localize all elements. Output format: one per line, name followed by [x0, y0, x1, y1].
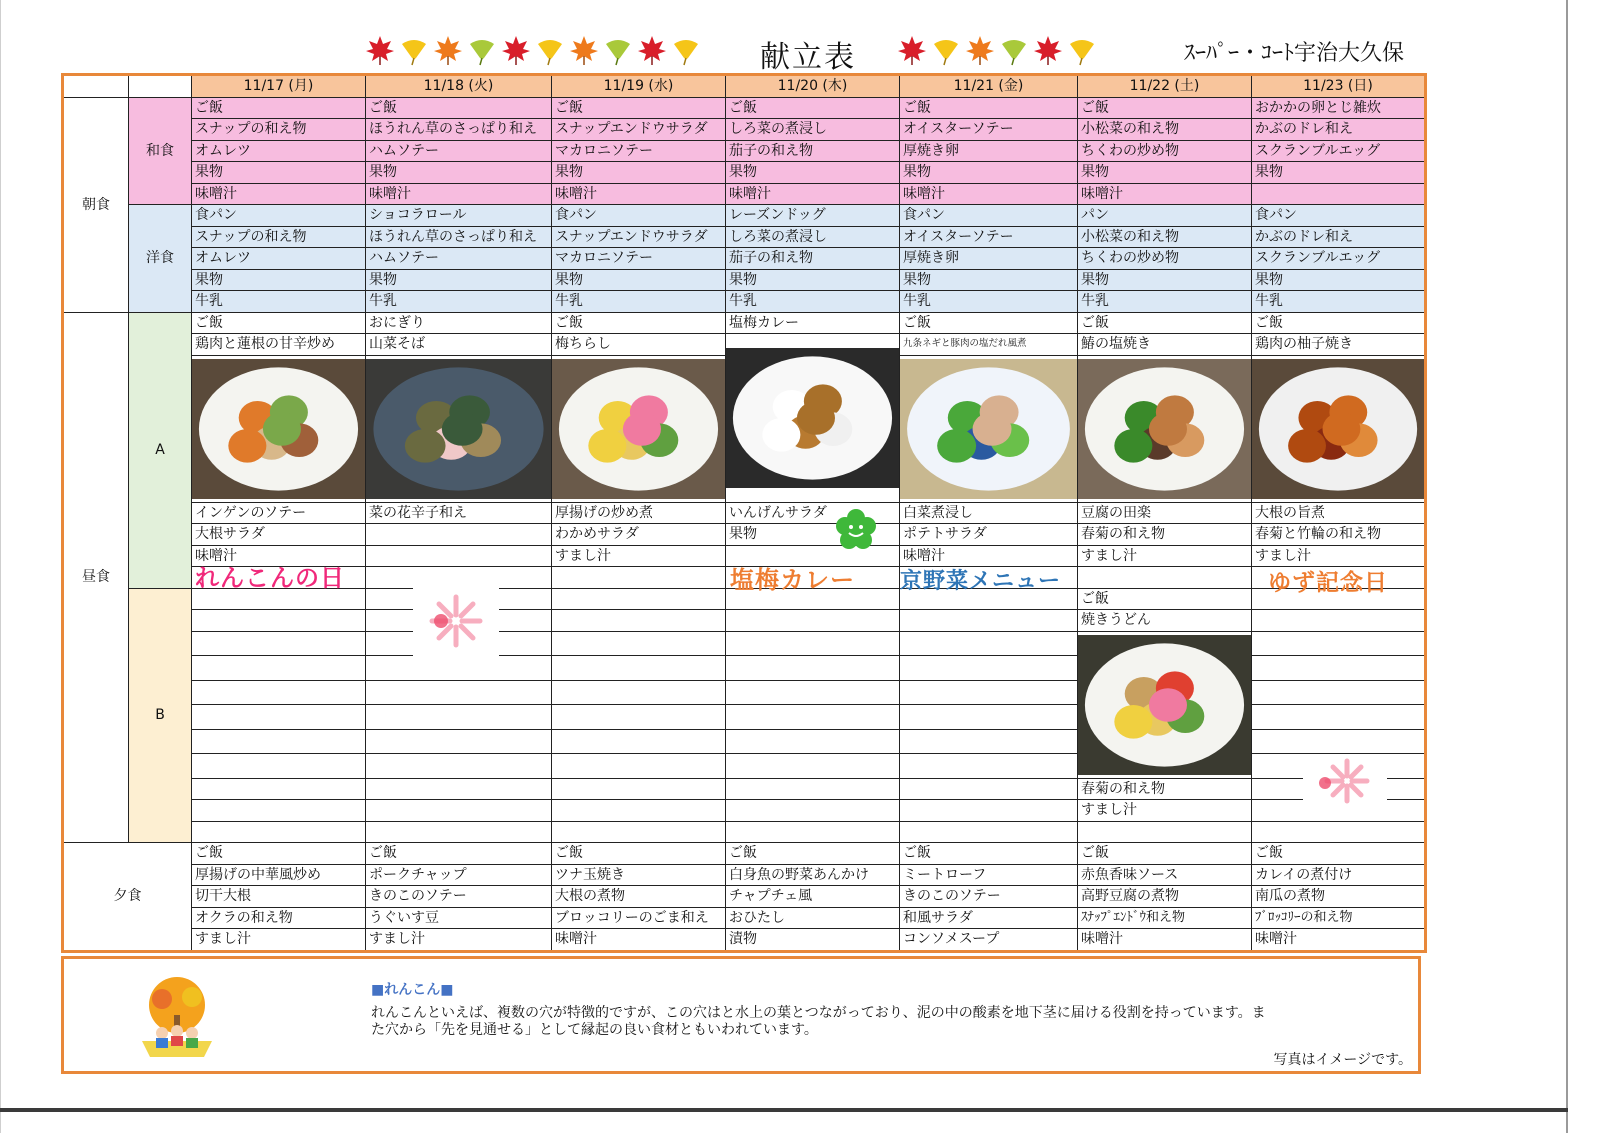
menu-item: ご飯 [900, 97, 1078, 119]
menu-item: ツナ玉焼き [552, 864, 726, 886]
menu-item [552, 610, 726, 632]
food-photo [1252, 359, 1424, 499]
event-label-thursday: 塩梅カレー [730, 566, 855, 594]
menu-item: 菜の花辛子和え [366, 502, 552, 524]
menu-item: 厚焼き卵 [900, 248, 1078, 270]
ginkgo-leaf-icon [466, 34, 498, 66]
menu-item: ポテトサラダ [900, 524, 1078, 546]
menu-item [552, 680, 726, 705]
menu-item: ブロッコリーのごま和え [552, 907, 726, 929]
course-label-wa: 和食 [129, 97, 192, 205]
menu-item: 味噌汁 [1078, 929, 1252, 952]
menu-item: 鶏肉の柚子焼き [1252, 334, 1426, 356]
menu-item: 果物 [726, 269, 900, 291]
menu-item: コンソメスープ [900, 929, 1078, 952]
menu-item: スナップの和え物 [192, 119, 366, 141]
menu-item: 鰆の塩焼き [1078, 334, 1252, 356]
menu-item: カレイの煮付け [1252, 864, 1426, 886]
menu-item [366, 754, 552, 779]
menu-item [900, 754, 1078, 779]
page-edge-left [0, 0, 1, 1133]
menu-item: 小松菜の和え物 [1078, 226, 1252, 248]
menu-item: スクランブルエッグ [1252, 248, 1426, 270]
menu-item: ｽﾅｯﾌﾟｴﾝﾄﾞｳ和え物 [1078, 907, 1252, 929]
menu-item: 果物 [900, 162, 1078, 184]
menu-item [900, 610, 1078, 632]
menu-item [552, 800, 726, 822]
menu-item: 小松菜の和え物 [1078, 119, 1252, 141]
menu-item: 漬物 [726, 929, 900, 952]
ginkgo-leaf-icon [534, 34, 566, 66]
menu-item [900, 680, 1078, 705]
menu-item: 牛乳 [552, 291, 726, 313]
menu-item: すまし汁 [1078, 545, 1252, 567]
menu-item [726, 729, 900, 754]
menu-item: 食パン [192, 205, 366, 227]
menu-item [366, 800, 552, 822]
menu-item: おにぎり [366, 312, 552, 334]
menu-item: 和風サラダ [900, 907, 1078, 929]
menu-item: ご飯 [1078, 588, 1252, 610]
menu-item [726, 631, 900, 656]
course-label-a: A [129, 312, 192, 588]
food-photo [900, 359, 1077, 499]
menu-item: ご飯 [366, 97, 552, 119]
menu-item [726, 656, 900, 681]
menu-item [552, 567, 726, 589]
info-text: れんこんといえば、複数の穴が特徴的ですが、この穴はと水上の葉とつながっており、泥の中の酸素を地下茎に届ける役割を持っています。また穴から「先を見通せる」として縁起の良い食材ともいわれています。 [371, 1005, 1266, 1038]
menu-item: ご飯 [192, 843, 366, 865]
food-photo-cell [552, 355, 726, 502]
menu-item: 果物 [1252, 162, 1426, 184]
course-label-yo: 洋食 [129, 205, 192, 313]
menu-item: わかめサラダ [552, 524, 726, 546]
menu-item [726, 800, 900, 822]
menu-item: 厚揚げの炒め煮 [552, 502, 726, 524]
menu-item: 厚揚げの中華風炒め [192, 864, 366, 886]
food-photo [726, 348, 899, 488]
menu-item [900, 729, 1078, 754]
meal-label-breakfast: 朝食 [63, 97, 129, 312]
menu-item [1252, 821, 1426, 843]
menu-item [366, 705, 552, 730]
menu-item: 切干大根 [192, 886, 366, 908]
menu-item: マカロニソテー [552, 140, 726, 162]
menu-item: ご飯 [1252, 843, 1426, 865]
menu-item: 食パン [1252, 205, 1426, 227]
food-photo [552, 359, 725, 499]
menu-item [552, 729, 726, 754]
menu-item: 梅ちらし [552, 334, 726, 356]
day-header: 11/20 (木) [726, 75, 900, 98]
menu-item: 果物 [900, 269, 1078, 291]
menu-item: ちくわの炒め物 [1078, 140, 1252, 162]
event-label-sunday: ゆず記念日 [1268, 570, 1388, 596]
menu-item [900, 821, 1078, 843]
event-label-monday: れんこんの日 [195, 564, 345, 592]
page-title: 献立表 [760, 40, 856, 75]
menu-item: ご飯 [900, 843, 1078, 865]
menu-item: 味噌汁 [1252, 929, 1426, 952]
menu-item [1252, 183, 1426, 205]
menu-item: 牛乳 [1252, 291, 1426, 313]
menu-item [726, 778, 900, 800]
menu-item: 牛乳 [900, 291, 1078, 313]
food-photo-cell [726, 334, 900, 503]
menu-item: 食パン [900, 205, 1078, 227]
maple-leaf-icon [432, 34, 464, 66]
menu-item: ﾌﾞﾛｯｺﾘｰの和え物 [1252, 907, 1426, 929]
food-photo-cell [900, 355, 1078, 502]
header-blank [129, 75, 192, 98]
facility-name: ｽｰﾊﾟｰ・ｺｰﾄ宇治大久保 [1184, 41, 1405, 66]
food-photo [366, 359, 551, 499]
menu-item: 厚焼き卵 [900, 140, 1078, 162]
menu-item: しろ菜の煮浸し [726, 226, 900, 248]
food-photo-cell [192, 355, 366, 502]
menu-item: 白菜煮浸し [900, 502, 1078, 524]
menu-item [900, 656, 1078, 681]
menu-item: 高野豆腐の煮物 [1078, 886, 1252, 908]
day-header: 11/18 (火) [366, 75, 552, 98]
meal-label-lunch: 昼食 [63, 312, 129, 843]
menu-item: 大根サラダ [192, 524, 366, 546]
menu-item [1252, 631, 1426, 656]
menu-item: 味噌汁 [1078, 183, 1252, 205]
menu-item [1078, 821, 1252, 843]
menu-item: 果物 [366, 162, 552, 184]
menu-item [192, 705, 366, 730]
ginkgo-leaf-icon [998, 34, 1030, 66]
menu-item: しろ菜の煮浸し [726, 119, 900, 141]
menu-item: ご飯 [1078, 843, 1252, 865]
menu-item [726, 821, 900, 843]
food-photo-cell [366, 355, 552, 502]
info-box [61, 956, 1421, 1074]
pink-flower-decoration-icon [413, 583, 499, 659]
menu-item: すまし汁 [1252, 545, 1426, 567]
menu-item: 牛乳 [1078, 291, 1252, 313]
menu-item: おひたし [726, 907, 900, 929]
menu-item: オイスターソテー [900, 226, 1078, 248]
ginkgo-leaf-icon [930, 34, 962, 66]
menu-item: 茄子の和え物 [726, 248, 900, 270]
menu-item: いんげんサラダ [726, 502, 900, 524]
menu-item: すまし汁 [366, 929, 552, 952]
menu-item: 大根の煮物 [552, 886, 726, 908]
menu-item: 茄子の和え物 [726, 140, 900, 162]
menu-item: マカロニソテー [552, 248, 726, 270]
menu-item: 牛乳 [726, 291, 900, 313]
menu-item: ご飯 [192, 97, 366, 119]
menu-item: ご飯 [900, 312, 1078, 334]
menu-item [552, 656, 726, 681]
ginkgo-leaf-icon [670, 34, 702, 66]
menu-item [1252, 729, 1426, 754]
ginkgo-leaf-icon [602, 34, 634, 66]
menu-item: 九条ネギと豚肉の塩だれ風煮 [900, 334, 1078, 356]
menu-item [726, 754, 900, 779]
menu-item: ほうれん草のさっぱり和え [366, 226, 552, 248]
menu-item [552, 821, 726, 843]
course-label-b: B [129, 588, 192, 843]
menu-item: スクランブルエッグ [1252, 140, 1426, 162]
menu-item: ちくわの炒め物 [1078, 248, 1252, 270]
menu-item: 南瓜の煮物 [1252, 886, 1426, 908]
menu-table [61, 73, 1427, 953]
menu-item: 鶏肉と蓮根の甘辛炒め [192, 334, 366, 356]
menu-item [726, 610, 900, 632]
menu-item [192, 656, 366, 681]
menu-item [192, 778, 366, 800]
menu-item: ほうれん草のさっぱり和え [366, 119, 552, 141]
menu-item: 焼きうどん [1078, 610, 1252, 632]
menu-item: きのこのソテー [366, 886, 552, 908]
page-edge-bottom [0, 1108, 1568, 1112]
menu-item: 春菊の和え物 [1078, 778, 1252, 800]
menu-item: スナップエンドウサラダ [552, 226, 726, 248]
menu-item: 味噌汁 [552, 183, 726, 205]
menu-item: うぐいす豆 [366, 907, 552, 929]
menu-item: 果物 [366, 269, 552, 291]
day-header: 11/17 (月) [192, 75, 366, 98]
menu-item: すまし汁 [552, 545, 726, 567]
menu-item [552, 588, 726, 610]
maple-leaf-icon [364, 34, 396, 66]
menu-item: 牛乳 [192, 291, 366, 313]
maple-leaf-icon [500, 34, 532, 66]
event-label-friday: 京野菜メニュー [900, 569, 1062, 594]
menu-item: 塩梅カレー [726, 312, 900, 334]
menu-item: 果物 [726, 524, 900, 546]
menu-item: ご飯 [726, 97, 900, 119]
menu-item [900, 631, 1078, 656]
photo-note: 写真はイメージです。 [1273, 1052, 1412, 1068]
menu-item [1252, 656, 1426, 681]
day-header: 11/19 (水) [552, 75, 726, 98]
maple-leaf-icon [568, 34, 600, 66]
menu-item: ご飯 [1078, 97, 1252, 119]
maple-leaf-icon [964, 34, 996, 66]
menu-item [366, 656, 552, 681]
day-header: 11/23 (日) [1252, 75, 1426, 98]
menu-item: 白身魚の野菜あんかけ [726, 864, 900, 886]
autumn-picnic-illustration-icon [134, 975, 220, 1059]
menu-item: 果物 [726, 162, 900, 184]
menu-item: 果物 [552, 162, 726, 184]
menu-item: 赤魚香味ソース [1078, 864, 1252, 886]
menu-item: 春菊の和え物 [1078, 524, 1252, 546]
menu-item: 果物 [1252, 269, 1426, 291]
menu-item [192, 729, 366, 754]
food-photo [192, 359, 365, 499]
menu-item [900, 800, 1078, 822]
menu-item [192, 631, 366, 656]
menu-item: すまし汁 [192, 929, 366, 952]
menu-item: 味噌汁 [366, 183, 552, 205]
menu-item [366, 545, 552, 567]
menu-item: オムレツ [192, 248, 366, 270]
menu-item: レーズンドッグ [726, 205, 900, 227]
menu-item: 豆腐の田楽 [1078, 502, 1252, 524]
menu-item [552, 754, 726, 779]
menu-item: 果物 [1078, 162, 1252, 184]
maple-leaf-icon [1032, 34, 1064, 66]
menu-item [1252, 705, 1426, 730]
food-photo [1078, 635, 1251, 775]
menu-item: おかかの卵とじ雑炊 [1252, 97, 1426, 119]
smile-flower-icon [833, 508, 879, 552]
maple-leaf-icon [636, 34, 668, 66]
menu-item: オイスターソテー [900, 119, 1078, 141]
menu-item [1252, 680, 1426, 705]
menu-item: ご飯 [726, 843, 900, 865]
menu-item: 果物 [192, 162, 366, 184]
menu-item: スナップの和え物 [192, 226, 366, 248]
menu-item: 味噌汁 [192, 183, 366, 205]
menu-item: 味噌汁 [900, 183, 1078, 205]
menu-item: ショコラロール [366, 205, 552, 227]
day-header: 11/21 (金) [900, 75, 1078, 98]
menu-item: 味噌汁 [726, 183, 900, 205]
menu-item [552, 631, 726, 656]
menu-item [726, 705, 900, 730]
menu-item: ご飯 [1252, 312, 1426, 334]
menu-item: ご飯 [1078, 312, 1252, 334]
menu-item: ご飯 [366, 843, 552, 865]
autumn-leaves-left [364, 34, 702, 66]
title-bar [0, 30, 1598, 74]
page-edge-right [1566, 0, 1568, 1133]
menu-item: きのこのソテー [900, 886, 1078, 908]
menu-item [726, 680, 900, 705]
autumn-leaves-right [896, 34, 1098, 66]
menu-item: 食パン [552, 205, 726, 227]
menu-item [900, 705, 1078, 730]
menu-item [1078, 567, 1252, 589]
menu-item: 果物 [1078, 269, 1252, 291]
food-photo-cell [1252, 355, 1426, 502]
maple-leaf-icon [896, 34, 928, 66]
menu-item: パン [1078, 205, 1252, 227]
menu-item: 味噌汁 [192, 545, 366, 567]
menu-item: ポークチャップ [366, 864, 552, 886]
menu-item: ご飯 [552, 312, 726, 334]
menu-item [900, 778, 1078, 800]
menu-item: ご飯 [552, 97, 726, 119]
menu-item: インゲンのソテー [192, 502, 366, 524]
header-blank [63, 75, 129, 98]
food-photo-cell [1078, 631, 1252, 778]
menu-item: チャプチェ風 [726, 886, 900, 908]
menu-item [192, 754, 366, 779]
menu-item: ご飯 [192, 312, 366, 334]
menu-item [366, 729, 552, 754]
menu-item: ミートローフ [900, 864, 1078, 886]
menu-item: ご飯 [552, 843, 726, 865]
menu-item: すまし汁 [1078, 800, 1252, 822]
menu-item: オムレツ [192, 140, 366, 162]
menu-item: ハムソテー [366, 248, 552, 270]
menu-item [192, 680, 366, 705]
food-photo-cell [1078, 355, 1252, 502]
menu-item: 果物 [192, 269, 366, 291]
menu-item [1252, 610, 1426, 632]
menu-item: スナップエンドウサラダ [552, 119, 726, 141]
menu-item: オクラの和え物 [192, 907, 366, 929]
menu-item: 春菊と竹輪の和え物 [1252, 524, 1426, 546]
menu-item: かぶのドレ和え [1252, 119, 1426, 141]
menu-item [192, 610, 366, 632]
menu-item [366, 778, 552, 800]
menu-item: 果物 [552, 269, 726, 291]
menu-item: 大根の旨煮 [1252, 502, 1426, 524]
menu-item: 味噌汁 [552, 929, 726, 952]
menu-item [366, 680, 552, 705]
meal-label-dinner: 夕食 [63, 843, 192, 952]
menu-item [192, 800, 366, 822]
menu-item [552, 705, 726, 730]
menu-item [192, 821, 366, 843]
menu-item: 山菜そば [366, 334, 552, 356]
ginkgo-leaf-icon [1066, 34, 1098, 66]
food-photo [1078, 359, 1251, 499]
menu-item: ハムソテー [366, 140, 552, 162]
menu-item: 味噌汁 [900, 545, 1078, 567]
menu-item [366, 524, 552, 546]
menu-item: かぶのドレ和え [1252, 226, 1426, 248]
day-header: 11/22 (土) [1078, 75, 1252, 98]
pink-flower-decoration-icon [1303, 756, 1387, 806]
menu-item [366, 821, 552, 843]
info-title: ■れんこん■ [371, 982, 454, 998]
menu-item [552, 778, 726, 800]
ginkgo-leaf-icon [398, 34, 430, 66]
menu-item: 牛乳 [366, 291, 552, 313]
